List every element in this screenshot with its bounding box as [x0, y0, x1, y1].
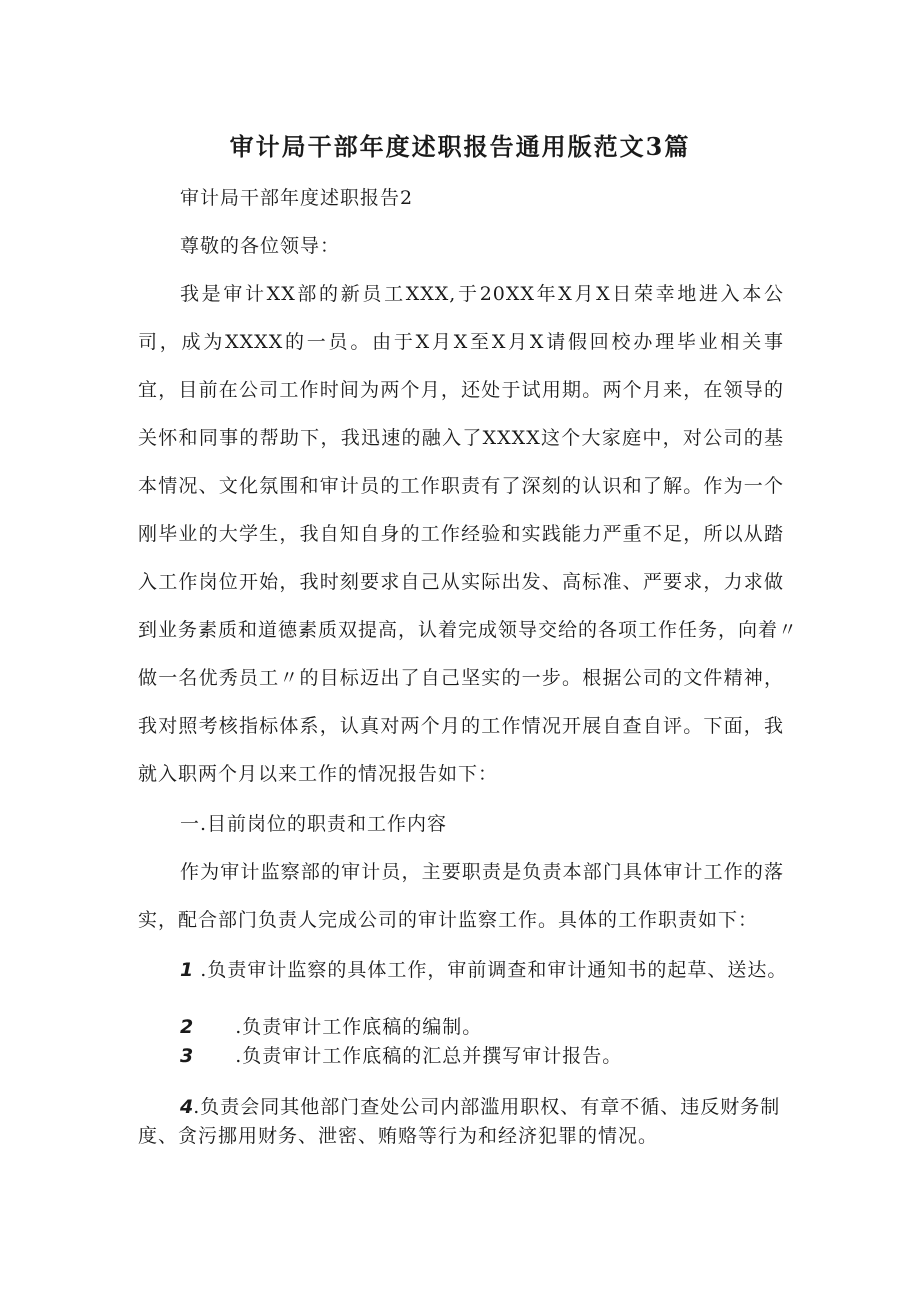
salutation: 尊敬的各位领导：	[180, 235, 341, 257]
paragraph-line: 作为审计监察部的审计员，主要职责是负责本部门具体审计工作的落	[180, 861, 784, 883]
document-title: 审计局干部年度述职报告通用版范文3篇	[229, 132, 691, 161]
duty-number: 3	[180, 1045, 194, 1067]
duty-text: .负责会同其他部门查处公司内部滥用职权、有章不循、违反财务制	[193, 1096, 781, 1118]
duty-line	[180, 1093, 780, 1121]
duty-number: 4	[180, 1096, 194, 1118]
section-heading: 一.目前岗位的职责和工作内容	[180, 813, 448, 835]
paragraph-line: 司，成为XXXX的一员。由于X月X至X月X请假回校办理毕业相关事	[138, 331, 784, 353]
duty-number: 2	[180, 1016, 194, 1038]
duty-item-1	[180, 956, 787, 984]
paragraph-line: 本情况、文化氛围和审计员的工作职责有了深刻的认识和了解。作为一个	[138, 475, 784, 497]
paragraph-line: 刚毕业的大学生，我自知自身的工作经验和实践能力严重不足，所以从踏	[138, 523, 784, 545]
duty-item-3	[180, 1042, 622, 1070]
paragraph-line: 到业务素质和道德素质双提高，认着完成领导交给的各项工作任务，向着〃	[138, 619, 799, 641]
paragraph-line: 我是审计XX部的新员工XXX,于20XX年X月X日荣幸地进入本公	[180, 283, 784, 305]
paragraph-line: 我对照考核指标体系，认真对两个月的工作情况开展自查自评。下面，我	[138, 715, 784, 737]
paragraph-line: 做一名优秀员工〃的目标迈出了自己坚实的一步。根据公司的文件精神，	[138, 667, 784, 689]
paragraph-line: 实，配合部门负责人完成公司的审计监察工作。具体的工作职责如下：	[138, 909, 759, 931]
paragraph-line: 就入职两个月以来工作的情况报告如下：	[138, 763, 499, 785]
duty-text: .负责审计监察的具体工作，审前调查和审计通知书的起草、送达。	[200, 959, 788, 981]
paragraph-line: 宜，目前在公司工作时间为两个月，还处于试用期。两个月来，在领导的	[138, 379, 784, 401]
paragraph-line: 入工作岗位开始，我时刻要求自己从实际出发、高标准、严要求，力求做	[138, 571, 784, 593]
duty-text: .负责审计工作底稿的编制。	[235, 1016, 483, 1038]
report-subtitle: 审计局干部年度述职报告2	[180, 187, 414, 209]
duty-text: .负责审计工作底稿的汇总并撰写审计报告。	[235, 1045, 623, 1067]
duty-number: 1	[180, 959, 194, 981]
duty-line: 度、贪污挪用财务、泄密、贿赂等行为和经济犯罪的情况。	[138, 1125, 659, 1147]
duty-item-2	[180, 1013, 482, 1041]
paragraph-line: 关怀和同事的帮助下，我迅速的融入了XXXX这个大家庭中，对公司的基	[138, 427, 784, 449]
